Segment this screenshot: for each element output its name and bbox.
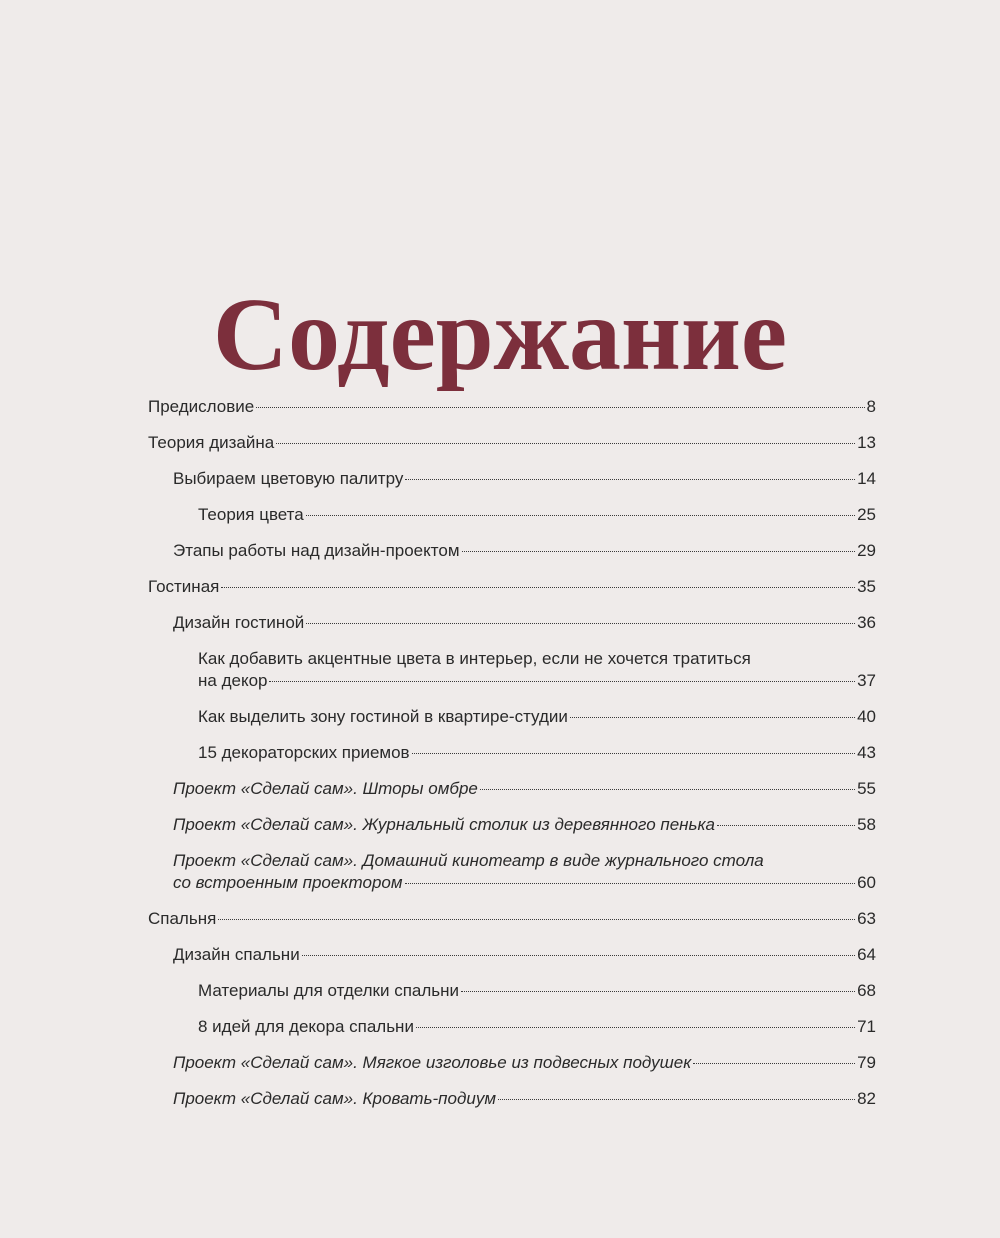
page-title: Содержание <box>212 276 788 392</box>
toc-entry-title-line2: со встроенным проектором <box>173 873 403 892</box>
toc-entry-page: 63 <box>857 909 876 928</box>
toc-entry[interactable] <box>148 1052 876 1088</box>
toc-entry[interactable] <box>148 814 876 850</box>
toc-entry-title: Выбираем цветовую палитру <box>173 469 404 488</box>
toc-entry-title-line2: на декор <box>198 671 268 690</box>
toc-entry[interactable] <box>148 1088 876 1124</box>
toc-entry-page: 79 <box>857 1053 876 1072</box>
toc-entry-page: 13 <box>857 433 876 452</box>
toc-entry-page: 37 <box>857 671 876 690</box>
dot-leader <box>269 681 855 682</box>
toc-entry-title: Этапы работы над дизайн-проектом <box>173 541 460 560</box>
dot-leader <box>498 1099 855 1100</box>
dot-leader <box>412 753 856 754</box>
toc-entry-page: 43 <box>857 743 876 762</box>
toc-entry-title: Проект «Сделай сам». Мягкое изголовье из подвесных подушек <box>173 1053 692 1072</box>
toc-entry-title: Спальня <box>148 909 217 928</box>
toc-entry-title: Проект «Сделай сам». Журнальный столик из деревянного пенька <box>173 815 715 834</box>
toc-entry[interactable] <box>148 980 876 1016</box>
toc-entry-title: Проект «Сделай сам». Шторы омбре <box>173 779 478 798</box>
toc-entry[interactable] <box>148 1016 876 1052</box>
dot-leader <box>405 479 855 480</box>
toc-entry-page: 55 <box>857 779 876 798</box>
toc-entry[interactable] <box>148 468 876 504</box>
toc-entry[interactable] <box>148 432 876 468</box>
toc-entry[interactable] <box>148 908 876 944</box>
toc-entry[interactable] <box>148 396 876 432</box>
toc-entry[interactable] <box>148 612 876 648</box>
toc-entry-page: 25 <box>857 505 876 524</box>
toc-entry-title: Дизайн гостиной <box>173 613 305 632</box>
toc-entry-page: 35 <box>857 577 876 596</box>
dot-leader <box>221 587 855 588</box>
toc-entry-title: Материалы для отделки спальни <box>198 981 460 1000</box>
toc-entry-title: Как выделить зону гостиной в квартире-студии <box>198 707 568 726</box>
toc-entry[interactable] <box>148 648 876 706</box>
toc-entry-title-line1: Как добавить акцентные цвета в интерьер, если не хочется тратиться <box>198 649 751 668</box>
toc-entry-title: Теория цвета <box>198 505 304 524</box>
toc-entry[interactable] <box>148 778 876 814</box>
toc-entry-title: Дизайн спальни <box>173 945 300 964</box>
toc-entry[interactable] <box>148 850 876 908</box>
table-of-contents <box>148 396 876 1124</box>
toc-entry[interactable] <box>148 706 876 742</box>
toc-entry[interactable] <box>148 576 876 612</box>
toc-entry-title: Гостиная <box>148 577 220 596</box>
toc-entry-page: 60 <box>857 873 876 892</box>
dot-leader <box>218 919 855 920</box>
dot-leader <box>302 955 855 956</box>
dot-leader <box>480 789 855 790</box>
toc-entry-page: 36 <box>857 613 876 632</box>
toc-entry[interactable] <box>148 742 876 778</box>
toc-entry-page: 71 <box>857 1017 876 1036</box>
toc-entry-page: 14 <box>857 469 876 488</box>
toc-entry-page: 40 <box>857 707 876 726</box>
toc-entry-title-line1: Проект «Сделай сам». Домашний кинотеатр в виде журнального стола <box>173 851 764 870</box>
dot-leader <box>306 623 855 624</box>
toc-entry-page: 68 <box>857 981 876 1000</box>
toc-entry-page: 8 <box>866 397 876 416</box>
dot-leader <box>416 1027 855 1028</box>
dot-leader <box>693 1063 855 1064</box>
dot-leader <box>462 551 856 552</box>
dot-leader <box>256 407 864 408</box>
toc-entry-title: 15 декораторских приемов <box>198 743 410 762</box>
toc-entry-page: 64 <box>857 945 876 964</box>
toc-entry-title: Предисловие <box>148 397 255 416</box>
toc-entry-title: Теория дизайна <box>148 433 275 452</box>
toc-entry[interactable] <box>148 944 876 980</box>
dot-leader <box>461 991 855 992</box>
toc-entry[interactable] <box>148 540 876 576</box>
toc-entry-page: 29 <box>857 541 876 560</box>
dot-leader <box>717 825 855 826</box>
toc-entry-title: 8 идей для декора спальни <box>198 1017 414 1036</box>
dot-leader <box>570 717 855 718</box>
dot-leader <box>405 883 856 884</box>
dot-leader <box>276 443 855 444</box>
toc-entry[interactable] <box>148 504 876 540</box>
dot-leader <box>306 515 855 516</box>
toc-entry-page: 58 <box>857 815 876 834</box>
toc-entry-title: Проект «Сделай сам». Кровать-подиум <box>173 1089 496 1108</box>
toc-entry-page: 82 <box>857 1089 876 1108</box>
